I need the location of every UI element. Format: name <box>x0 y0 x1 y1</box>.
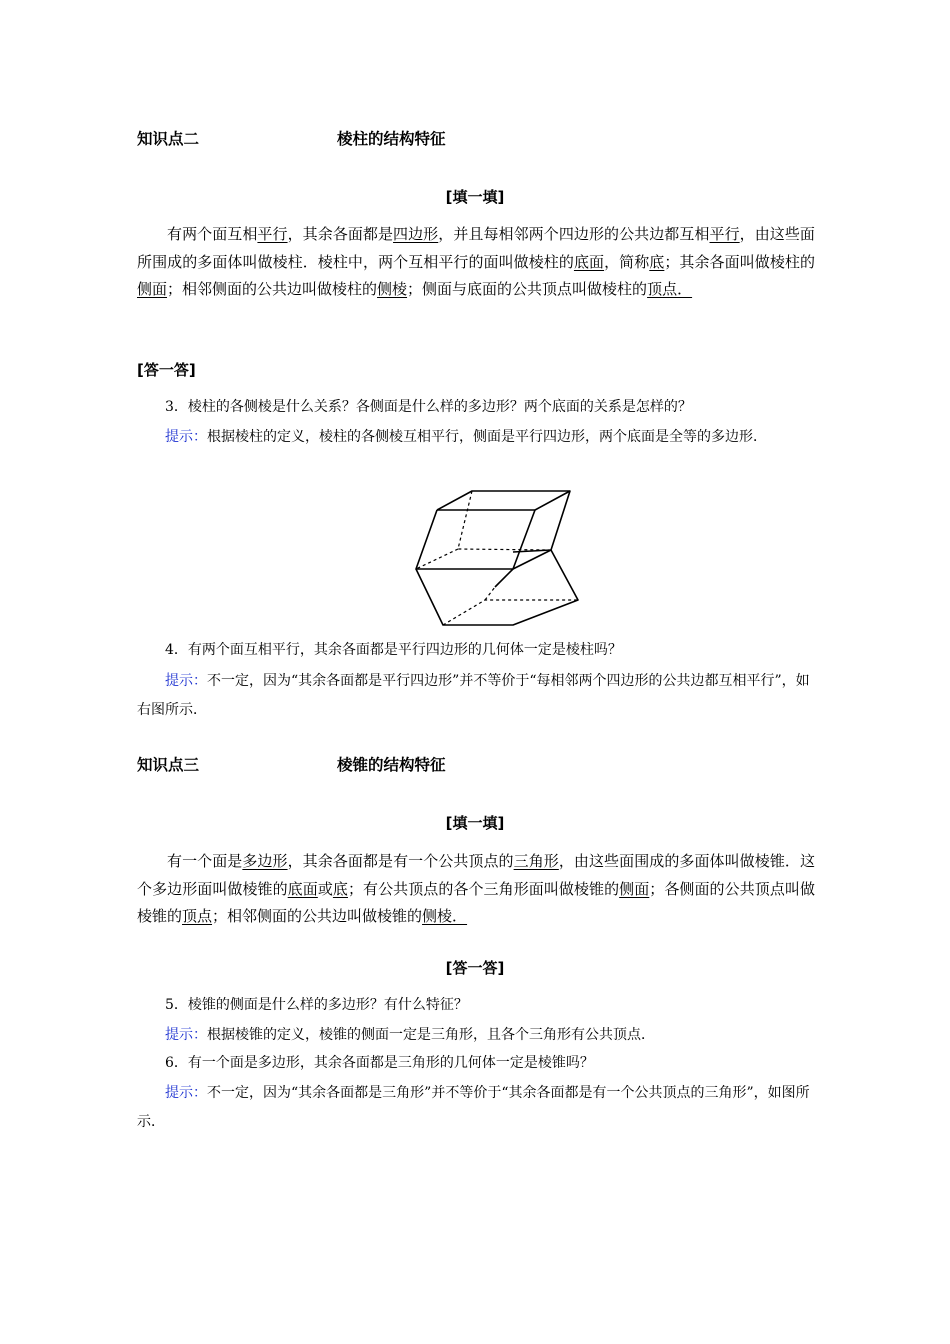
paragraph-text: ；各侧面的公共顶点叫做棱锥的 <box>137 879 815 925</box>
fill-answer: 侧棱 <box>377 280 408 298</box>
hint-label: 提示： <box>165 1085 207 1101</box>
paragraph-text: ；有公共顶点的各个三角形面叫做棱锥的 <box>347 879 620 898</box>
fill-answer: 侧面 <box>619 879 650 898</box>
prism-definition-paragraph <box>137 221 815 304</box>
figure-top-edges <box>437 491 570 552</box>
section-heading-prism <box>137 127 446 149</box>
fill-answer: 多边形 <box>242 852 288 870</box>
paragraph-text: ，其余各面都是有一个公共顶点的 <box>287 852 514 870</box>
figure-hidden-edge-inner <box>485 587 495 600</box>
paragraph-text: 或 <box>317 879 333 898</box>
paragraph-text: ；相邻侧面的公共边叫做棱柱的 <box>167 280 378 298</box>
figure-bottom-edges <box>416 550 578 625</box>
hint-4 <box>137 667 815 725</box>
section-title: 棱柱的结构特征 <box>337 130 446 148</box>
fill-blank-title: [填一填] <box>445 814 505 832</box>
figure-hidden-edges-bottom <box>443 600 578 625</box>
question-3: 3．棱柱的各侧棱是什么关系？各侧面是什么样的多边形？两个底面的关系是怎样的？ <box>165 399 692 415</box>
paragraph-text: 有一个面是 <box>167 852 243 870</box>
question-4: 4．有两个面互相平行，其余各面都是平行四边形的几何体一定是棱柱吗？ <box>165 642 622 658</box>
hint-text: 不一定，因为“其余各面都是三角形”并不等价于“其余各面都是有一个公共顶点的三角形”，如图所示． <box>137 1085 810 1130</box>
hint-text: 不一定，因为“其余各面都是平行四边形”并不等价于“每相邻两个四边形的公共边都互相平行”，如右图所示． <box>137 673 810 718</box>
fill-answer: 顶点 <box>182 907 213 925</box>
paragraph-text: ，由这些面围成的多面体叫做棱锥．这个多边形面叫做棱锥的 <box>137 852 815 898</box>
section-title: 棱锥的结构特征 <box>337 756 446 774</box>
section-heading-pyramid <box>137 753 446 775</box>
knowledge-point-label: 知识点二 <box>137 130 200 148</box>
fill-answer: 侧面 <box>137 280 168 298</box>
paragraph-text: 有两个面互相 <box>167 225 258 243</box>
hint-label: 提示： <box>165 673 207 689</box>
figure-hidden-edges-top <box>458 491 551 550</box>
paragraph-text: ，并且每相邻两个四边形的公共边都互相 <box>438 225 710 243</box>
fill-answer: 三角形 <box>513 852 559 870</box>
paragraph-text: ；相邻侧面的公共边叫做棱锥的 <box>212 907 423 925</box>
fill-blank-title: [填一填] <box>445 188 505 206</box>
fill-answer: 底 <box>649 252 665 271</box>
paragraph-text: ，其余各面都是 <box>287 225 394 243</box>
fill-answer: 底面 <box>287 879 318 898</box>
paragraph-text: ，由这些面所围成的多面体叫做棱柱．棱柱中，两个互相平行的面叫做棱柱的 <box>137 225 815 271</box>
hint-label: 提示： <box>165 1027 207 1043</box>
fill-answer: 四边形 <box>393 225 439 243</box>
fill-answer: 底 <box>332 879 348 898</box>
non-prism-solid-figure <box>400 482 585 632</box>
paragraph-text: ，简称 <box>604 252 650 271</box>
fill-answer: 平行 <box>709 225 740 243</box>
paragraph-text: ；侧面与底面的公共顶点叫做棱柱的 <box>407 280 648 298</box>
paragraph-text: ；其余各面叫做棱柱的 <box>664 252 815 271</box>
answer-title: [答一答] <box>137 361 196 379</box>
fill-answer: 侧棱． <box>422 907 468 925</box>
knowledge-point-label: 知识点三 <box>137 756 200 774</box>
question-6: 6．有一个面是多边形，其余各面都是三角形的几何体一定是棱锥吗？ <box>165 1055 594 1071</box>
hint-6 <box>137 1079 815 1137</box>
hint-text: 根据棱锥的定义，棱锥的侧面一定是三角形，且各个三角形有公共顶点． <box>207 1027 655 1043</box>
hint-label: 提示： <box>165 429 207 445</box>
hint-5 <box>137 1021 815 1050</box>
hint-text: 根据棱柱的定义，棱柱的各侧棱互相平行，侧面是平行四边形，两个底面是全等的多边形． <box>207 429 767 445</box>
figure-inner-edge <box>495 569 513 587</box>
answer-title: [答一答] <box>445 959 505 977</box>
pyramid-definition-paragraph <box>137 848 815 931</box>
question-5: 5．棱锥的侧面是什么样的多边形？有什么特征？ <box>165 997 468 1013</box>
fill-answer: 平行 <box>257 225 288 243</box>
fill-answer: 顶点． <box>647 280 693 298</box>
fill-answer: 底面 <box>573 252 605 271</box>
hint-3 <box>137 423 815 452</box>
